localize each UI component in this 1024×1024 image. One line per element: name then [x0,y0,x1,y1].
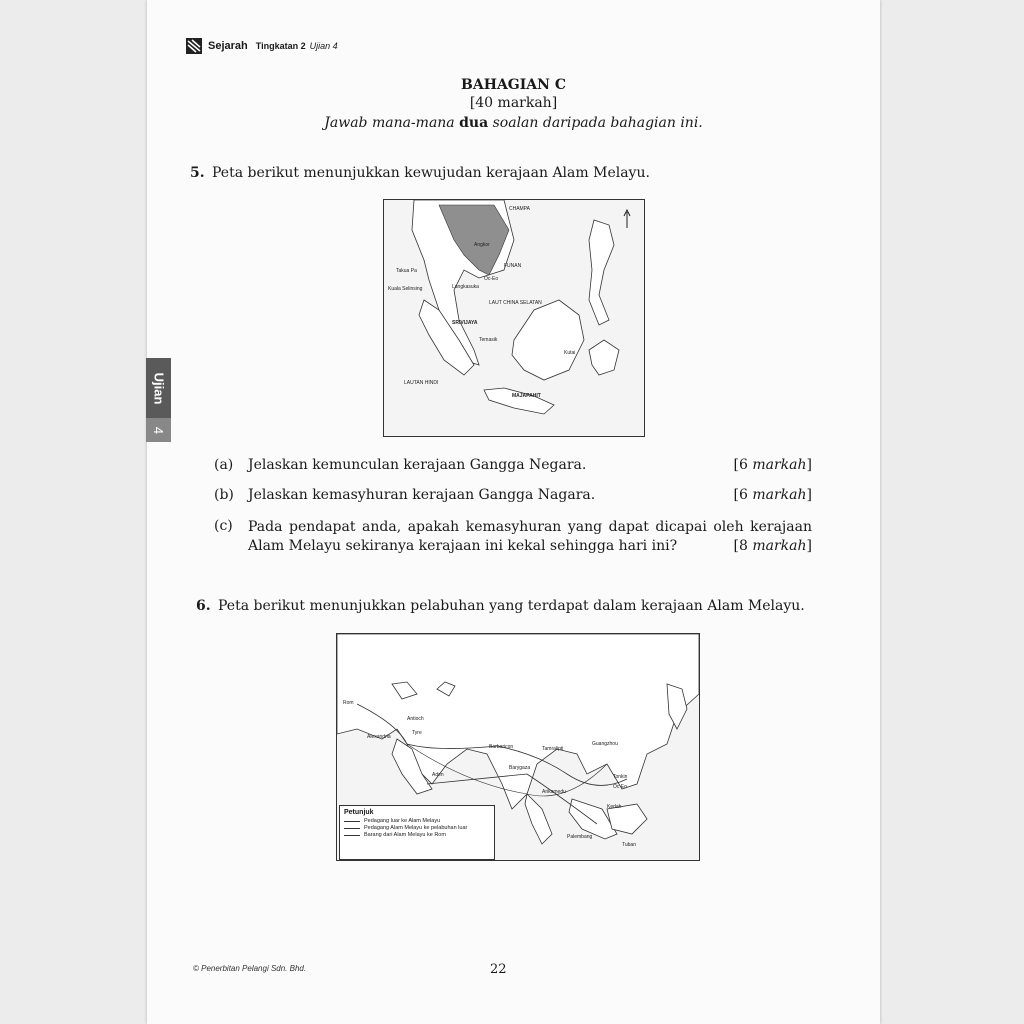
legend-item [344,832,490,838]
map6-label-antioch: Antioch [407,716,424,722]
map5-label-funan: FUNAN [504,263,522,269]
map5-label-langkasuka: Langkasuka [452,284,479,290]
header-form: Tingkatan 2 [255,41,306,51]
map6-label-tamralipti: Tamralipti [542,746,564,752]
page-number: 22 [490,962,507,977]
map5-label-laut-china-selatan: LAUT CHINA SELATAN [489,300,542,306]
question-5a-marks-end: ] [806,457,812,473]
map6-label-barbaricon: Barbaricon [489,744,514,750]
question-5a-marks-num: [6 [733,457,753,473]
map6-label-tuban: Tuban [622,842,636,848]
legend-item [344,825,490,831]
map-legend [339,805,495,860]
map6-label-oc-eo: Oc Eo [613,784,627,790]
legend-item-label: Barang dari Alam Melayu ke Rom [364,832,446,838]
question-5a [214,457,812,473]
map5-label-champa: CHAMPA [509,206,531,212]
map5-label-laut-hindi: LAUTAN HINDI [404,380,439,386]
question-5c-text: Pada pendapat anda, apakah kemasyhuran yang dapat dicapai oleh kerajaan Alam Melayu sekiranya kerajaan ini kekal sehingga hari ini? [248,519,812,554]
legend-item [344,818,490,824]
legend-item-label: Pedagang Alam Melayu ke pelabuhan luar [364,825,468,831]
map6-label-tonkin: Tonkin [613,774,628,780]
map5-label-angkor: Angkor [474,242,490,248]
map-malay-kingdoms [383,199,645,437]
header-test: Ujian 4 [309,41,338,51]
question-5c-marks-num: [8 [733,538,753,554]
instruction-bold: dua [459,115,489,131]
question-5b [214,487,812,503]
question-5a-text: Jelaskan kemunculan kerajaan Gangga Negara. [248,457,587,473]
question-6-text: Peta berikut menunjukkan pelabuhan yang terdapat dalam kerajaan Alam Melayu. [218,598,805,614]
side-tab-label: Ujian [151,372,167,404]
map6-label-rom: Rom [343,700,354,706]
question-5-text: Peta berikut menunjukkan kewujudan kerajaan Alam Melayu. [212,165,650,181]
question-5a-label: (a) [214,457,234,473]
instruction-pre: Jawab mana-mana [324,115,460,131]
question-6 [196,598,805,614]
section-title: BAHAGIAN C [461,77,566,93]
map5-label-oc-eo: Oc-Eo [484,276,499,282]
question-5b-marks-end: ] [806,487,812,503]
question-5b-marks-word: markah [752,487,807,503]
map5-label-srivijaya: SRIVIJAYA [452,320,478,326]
side-tab [146,358,171,442]
question-5c-marks-word: markah [752,538,807,554]
question-5b-text: Jelaskan kemasyhuran kerajaan Gangga Nagara. [248,487,596,503]
map5-label-majapahit: MAJAPAHIT [512,393,541,399]
map5-label-takuapa: Takua Pa [396,268,417,274]
map5-label-kuala-selinsing: Kuala Selinsing [388,286,423,292]
footer-publisher: © Penerbitan Pelangi Sdn. Bhd. [193,964,307,973]
map6-label-barygaza: Barygaza [509,765,531,771]
question-5b-label: (b) [214,487,234,503]
question-5b-marks [726,487,812,503]
question-5c-label: (c) [214,518,233,534]
question-5c-marks-end: ] [806,538,812,554]
question-5a-marks [726,457,812,473]
map6-label-aden: Aden [432,772,444,778]
map6-label-guangzhou: Guangzhou [592,741,618,747]
section-instruction [147,115,880,131]
legend-title: Petunjuk [344,809,374,816]
page-header [186,38,338,54]
section-marks: [40 markah] [469,95,558,111]
question-5 [190,165,650,181]
map6-label-alexandria: Alexandria [367,734,391,740]
question-5c-marks [734,537,812,556]
question-5a-marks-word: markah [752,457,807,473]
map6-label-arikamedu: Arikamedu [542,789,566,795]
header-subject: Sejarah [208,40,248,52]
question-5c [214,518,812,556]
publisher-logo-icon [186,38,202,54]
map6-label-palembang: Palembang [567,834,593,840]
map6-label-tyre: Tyre [412,730,422,736]
map6-label-kedah: Kedah [607,804,622,810]
map5-label-kutai: Kutai [564,350,576,356]
page-sheet [147,0,880,1024]
question-6-number: 6. [196,598,211,614]
question-5-number: 5. [190,165,205,181]
instruction-post: soalan daripada bahagian ini. [488,115,703,131]
map5-label-temasik: Temasik [479,337,498,343]
map-malay-kingdoms-drawing [384,200,644,436]
question-5b-marks-num: [6 [733,487,753,503]
legend-item-label: Pedagang luar ke Alam Melayu [364,818,441,824]
side-tab-number: 4 [150,426,166,434]
